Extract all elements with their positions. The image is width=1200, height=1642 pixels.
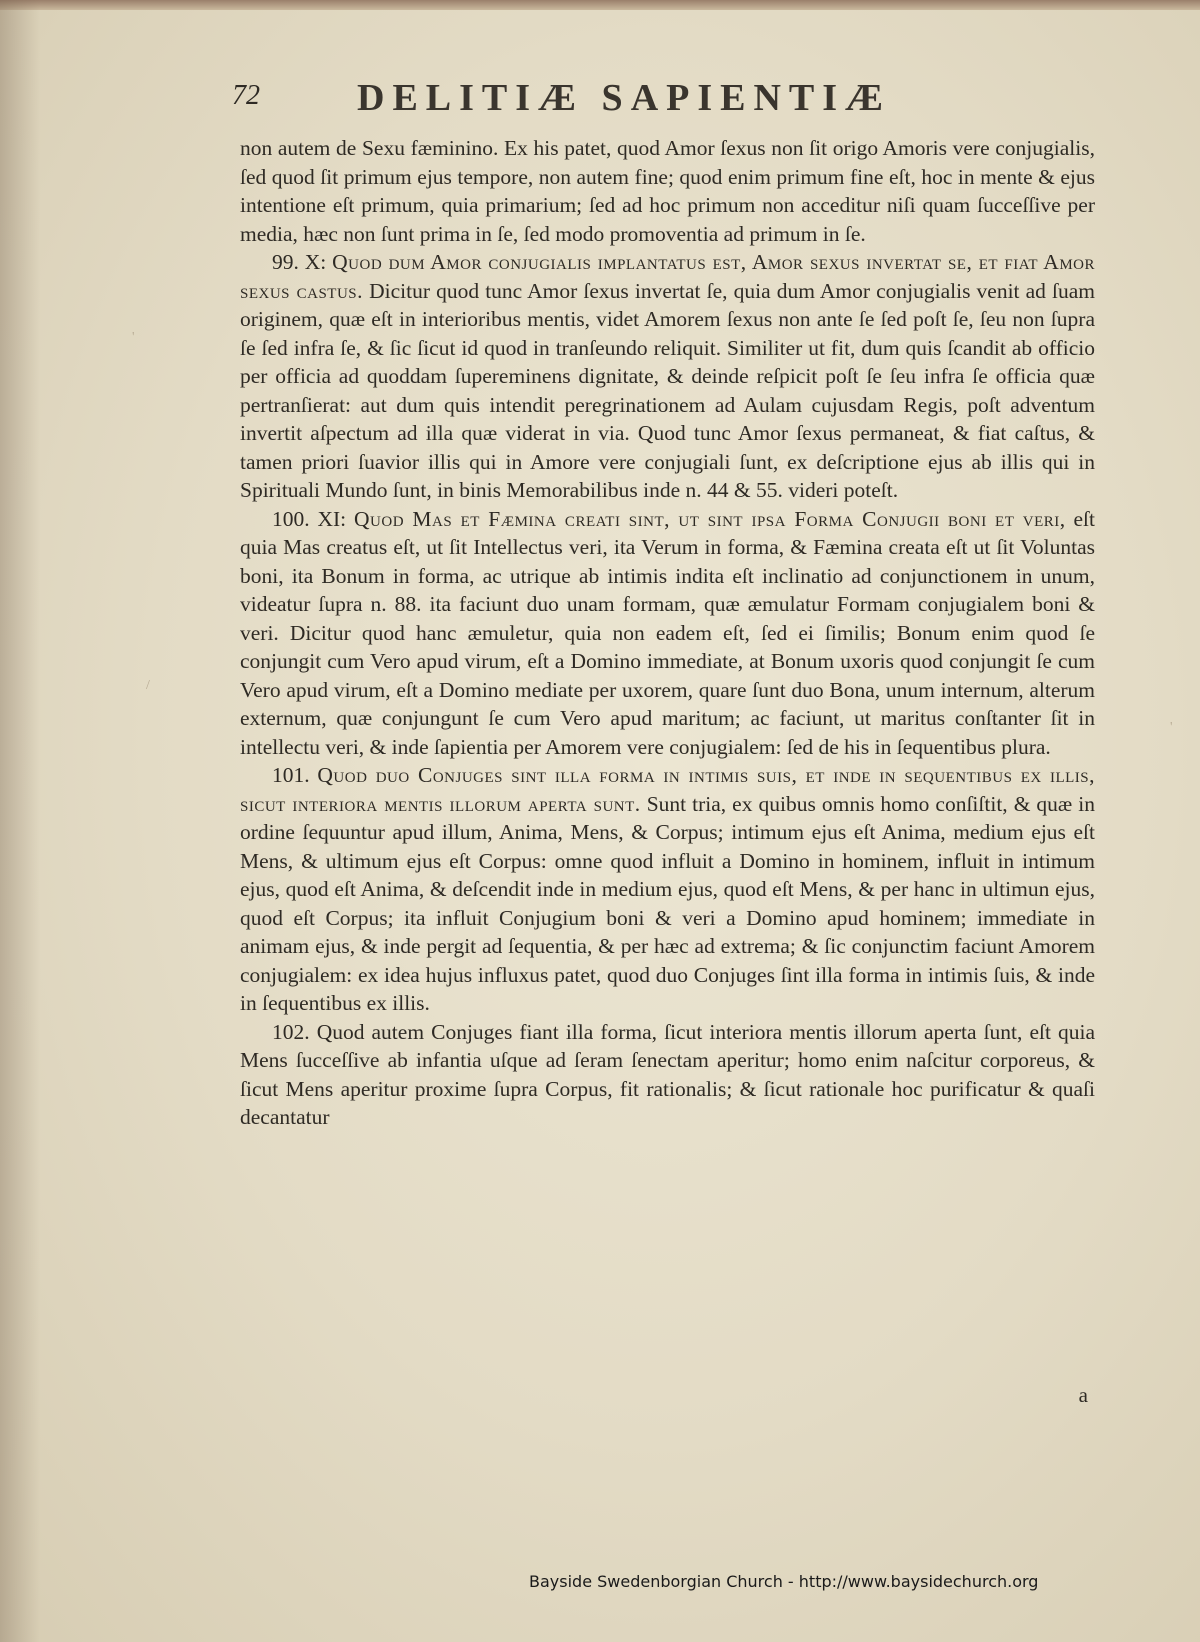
- paragraph-heading: Quod duo Conjuges sint illa forma in intimis suis, et inde in sequentibus ex illis, sicut interiora mentis illorum aperta sunt.: [240, 763, 1095, 816]
- paragraph-heading: Quod Mas et Fæmina creati sint, ut sint ipsa Forma Conjugii boni et veri,: [354, 506, 1066, 531]
- paragraph-102: [240, 1018, 1095, 1132]
- page-number: 72: [232, 80, 260, 111]
- catchword: a: [1078, 1383, 1088, 1407]
- paragraph-text: non autem de Sexu fæminino. Ex his patet, quod Amor ſexus non ſit origo Amoris vere conjugialis, ſed quod ſit primum ejus tempore, non autem fine; quod enim primum fine eſt, hoc in mente & ejus intentione eſt primum, quia primarium; ſed ad hoc primum non acceditur niſi quam ſucceſſive per media, hæc non ſunt prima in ſe, ſed modo promoventia ad primum in ſe.: [240, 136, 1095, 246]
- running-title: DELITIÆ SAPIENTIÆ: [357, 77, 892, 119]
- paragraph-100: [240, 505, 1095, 762]
- body-text: [240, 134, 1095, 1132]
- page-header: [232, 76, 1072, 120]
- gutter-shadow: [0, 0, 40, 1642]
- margin-mark: ': [1170, 720, 1173, 735]
- paragraph-heading: Quod dum Amor conjugialis implantatus est, Amor sexus invertat se, et fiat Amor sexus castus.: [240, 250, 1095, 303]
- paragraph-number: 99. X:: [272, 250, 327, 274]
- page-top-edge: [0, 0, 1200, 10]
- margin-mark: /: [146, 678, 150, 693]
- paragraph-text: Dicitur quod tunc Amor ſexus invertat ſe, quia dum Amor conjugialis venit ad ſuam originem, quæ eſt in interioribus mentis, videt Amorem ſexus non ante ſe ſed poſt ſe, ſeu non ſupra ſe ſed infra ſe, & ſic ſicut id quod in tranſeundo reliquit. Similiter ut fit, dum quis ſcandit ab officio per officia ad quoddam ſupereminens dignitate, & deinde reſpicit poſt ſe ſeu infra ſe officia quæ pertranſierat: aut dum quis intendit peregrinationem ad Aulam cujusdam Regis, poſt adventum invertit aſpectum ad illa quæ viderat in via. Quod tunc Amor ſexus permaneat, & fiat caſtus, & tamen priori ſuavior illis qui in Amore vere conjugiali ſunt, ex deſcriptione ejus ab illis qui in Spirituali Mundo ſunt, in binis Memorabilibus inde n. 44 & 55. videri poteſt.: [240, 278, 1096, 502]
- paragraph-text: Sunt tria, ex quibus omnis homo conſiſtit, & quæ in ordine ſequuntur apud illum, Anima, Mens, & Corpus; intimum ejus eſt Anima, medium ejus eſt Mens, & ultimum ejus eſt Corpus: omne quod influit a Domino in hominem, influit in intimum ejus, quod eſt Anima, & deſcendit inde in medium ejus, quod eſt Mens, & per hanc in ultimun ejus, quod eſt Corpus; ita influit Conjugium boni & veri a Domino apud hominem; immediate in animam ejus, & inde pergit ad ſequentia, & per hæc ad extrema; & ſic conjunctim faciunt Amorem conjugialem: ex idea hujus influxus patet, quod duo Conjuges ſint illa forma in intimis ſuis, & inde in ſequentibus ex illis.: [240, 791, 1096, 1015]
- paragraph-99: [240, 248, 1095, 505]
- paragraph-101: [240, 761, 1095, 1018]
- paragraph-text: Quod autem Conjuges fiant illa forma, ſicut interiora mentis illorum aperta ſunt, eſt quia Mens ſucceſſive ab infantia uſque ad ſeram ſenectam aperitur; homo enim naſcitur corporeus, & ſicut Mens aperitur proxime ſupra Corpus, fit rationalis; & ſicut rationale hoc purificatur & quaſi decantatur: [240, 1019, 1095, 1129]
- footer-credit: Bayside Swedenborgian Church - http://www.baysidechurch.org: [529, 1572, 1039, 1591]
- paragraph-number: 100. XI:: [272, 506, 347, 531]
- paragraph-number: 101.: [272, 763, 310, 787]
- paragraph-continuation: [240, 134, 1095, 248]
- paragraph-number: 102.: [272, 1019, 310, 1044]
- paragraph-text: eſt quia Mas creatus eſt, ut ſit Intellectus veri, ita Verum in forma, & Fæmina creata eſt ut ſit Voluntas boni, ita Bonum in forma, ac utrique ab intimis indita eſt inclinatio ad conjunctionem in unum, videatur ſupra n. 88. ita faciunt duo unam formam, quæ æmulatur Formam conjugialem boni & veri. Dicitur quod hanc æmuletur, quia non eadem eſt, ſed ei ſimilis; Bonum enim quod ſe conjungit cum Vero apud virum, eſt a Domino immediate, at Bonum uxoris quod conjungit ſe cum Vero apud virum, eſt a Domino mediate per uxorem, quare ſunt duo Bona, unum internum, alterum externum, quæ conjungunt ſe cum Vero apud maritum; ac faciunt, ut maritus conſtanter ſit in intellectu veri, & inde ſapientia per Amorem vere conjugialem: ſed de his in ſequentibus plura.: [240, 506, 1095, 759]
- margin-mark: ': [132, 330, 135, 345]
